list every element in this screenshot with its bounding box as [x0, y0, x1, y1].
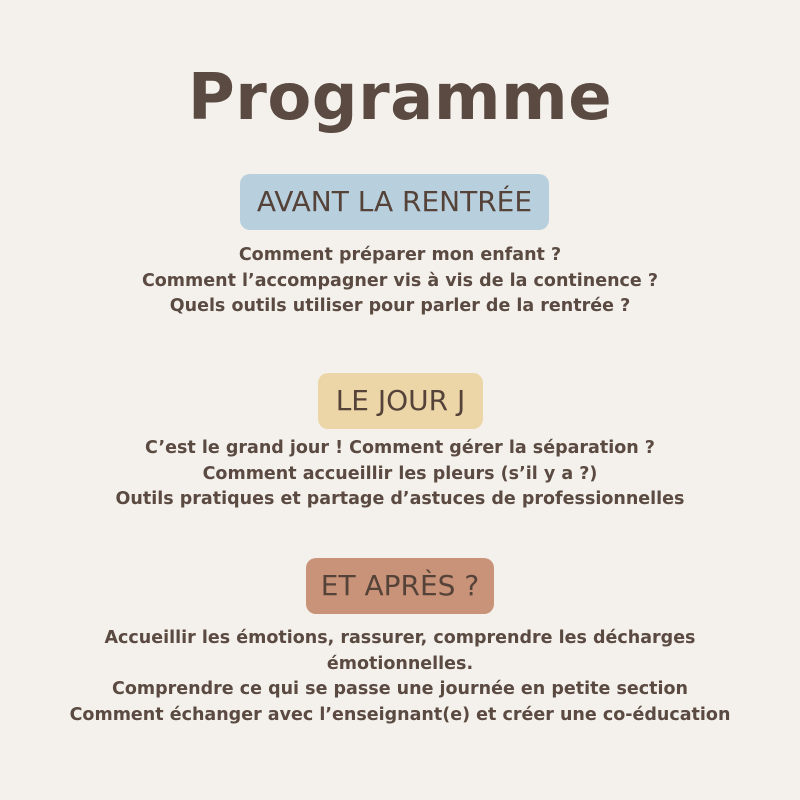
- section-body-le-jour-j: [0, 436, 800, 513]
- section-heading-le-jour-j: LE JOUR J: [318, 373, 483, 429]
- body-line: Comment échanger avec l’enseignant(e) et créer une co-éducation: [69, 704, 731, 725]
- body-line: Comment préparer mon enfant ?: [238, 245, 562, 265]
- page-title: Programme: [187, 61, 613, 135]
- body-line: Comment accueillir les pleurs (s’il y a ?): [202, 463, 598, 484]
- section-heading-avant-la-rentree: AVANT LA RENTRÉE: [240, 174, 549, 230]
- body-line: Accueillir les émotions, rassurer, comprendre les décharges: [104, 628, 696, 648]
- body-line: Outils pratiques et partage d’astuces de professionnelles: [115, 489, 685, 509]
- body-line: Comment l’accompagner vis à vis de la continence ?: [141, 270, 659, 291]
- section-body-avant-la-rentree: [0, 243, 800, 320]
- body-line: Quels outils utiliser pour parler de la rentrée ?: [169, 296, 631, 316]
- section-heading-et-apres: ET APRÈS ?: [306, 558, 494, 614]
- body-line: Comprendre ce qui se passe une journée en petite section: [112, 679, 688, 699]
- section-body-et-apres: [0, 626, 800, 728]
- body-line: émotionnelles.: [326, 653, 474, 674]
- body-line: C’est le grand jour ! Comment gérer la séparation ?: [145, 438, 655, 458]
